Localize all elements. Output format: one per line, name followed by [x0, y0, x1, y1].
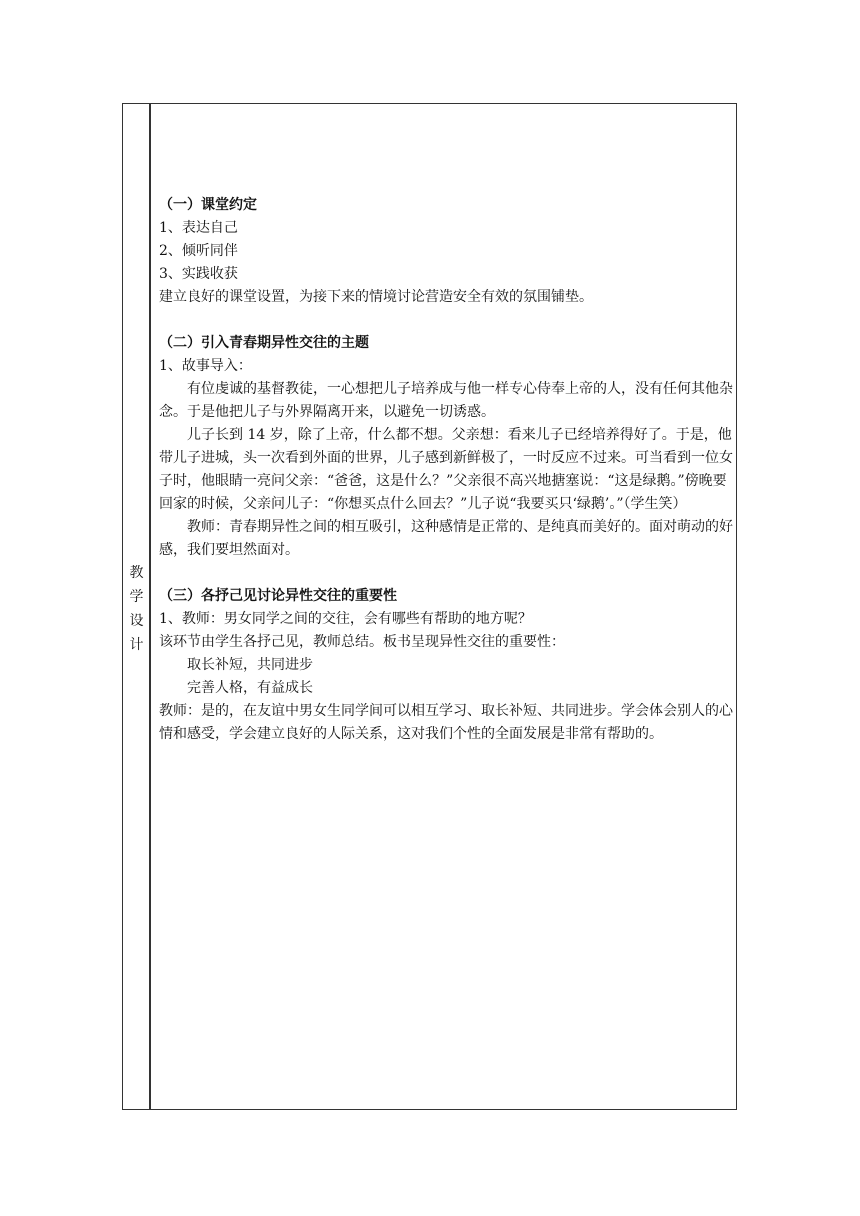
- section3-line: 该环节由学生各抒己见，教师总结。板书呈现异性交往的重要性：: [159, 634, 565, 650]
- section2-sub: 1、故事导入：: [159, 358, 252, 374]
- column-divider: [150, 104, 152, 1109]
- side-label-char: 学: [129, 589, 144, 605]
- section3-closing: 教师：是的，在友谊中男女生同学间可以相互学习、取长补短、共同进步。学会体会别人的心情和感受，学会建立良好的人际关系，这对我们个性的全面发展是非常有帮助的。: [159, 703, 733, 742]
- spacer: [159, 562, 734, 585]
- section3-heading: （三）各抒己见讨论异性交往的重要性: [159, 588, 397, 604]
- section3-point: 取长补短，共同进步: [187, 657, 313, 673]
- section3-question: 1、教师：男女同学之间的交往，会有哪些有帮助的地方呢？: [159, 611, 532, 627]
- side-label-char: 教: [129, 565, 144, 581]
- teacher-comment: 教师：青春期异性之间的相互吸引，这种感情是正常的、是纯真而美好的。面对萌动的好感，我们要坦然面对。: [159, 519, 733, 558]
- section1-heading: （一）课堂约定: [159, 197, 257, 213]
- content-cell: [159, 194, 734, 746]
- side-label-char: 设: [129, 613, 144, 629]
- side-label-char: 计: [129, 637, 144, 653]
- story-paragraph-2: 儿子长到 14 岁，除了上帝，什么都不想。父亲想：看来儿子已经培养得好了。于是，他带儿子进城，头一次看到外面的世界，儿子感到新鲜极了，一时反应不过来。可当看到一位女子时，他眼睛一亮问父亲：“爸爸，这是什么？”父亲很不高兴地搪塞说：“这是绿鹅。”傍晚要回家的时候，父亲问儿子：“你想买点什么回去？”儿子说“我要买只‘绿鹅’。”（学生笑）: [159, 427, 733, 512]
- section1-item: 3、实践收获: [159, 266, 238, 282]
- section2-heading: （二）引入青春期异性交往的主题: [159, 335, 369, 351]
- side-label-teaching-design: [123, 561, 150, 657]
- label-column: [123, 104, 150, 1109]
- section1-item: 2、倾听同伴: [159, 243, 238, 259]
- section3-point: 完善人格，有益成长: [187, 680, 313, 696]
- story-paragraph-1: 有位虔诚的基督教徒，一心想把儿子培养成与他一样专心侍奉上帝的人，没有任何其他杂念。于是他把儿子与外界隔离开来，以避免一切诱惑。: [159, 381, 733, 420]
- section1-note: 建立良好的课堂设置，为接下来的情境讨论营造安全有效的氛围铺垫。: [159, 289, 593, 305]
- spacer: [159, 309, 734, 332]
- section1-item: 1、表达自己: [159, 220, 238, 236]
- lesson-table: [122, 103, 737, 1110]
